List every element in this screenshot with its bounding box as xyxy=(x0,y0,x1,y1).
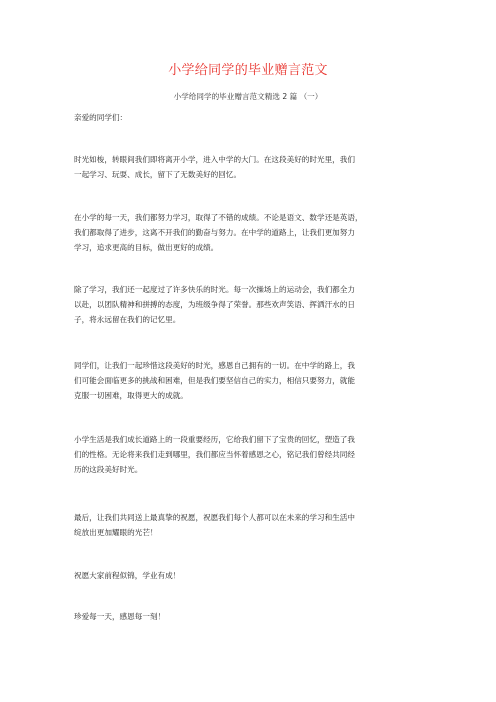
document-title: 小学给同学的毕业赠言范文 xyxy=(168,63,328,78)
paragraph-6 xyxy=(74,510,436,540)
paragraph-line: 学习，追求更高的目标，做出更好的成绩。 xyxy=(74,243,219,253)
paragraph-line: 克服一切困难，取得更大的成就。 xyxy=(74,391,188,401)
paragraph-2 xyxy=(74,210,436,256)
paragraph-line: 以赴，以团队精神和拼搏的态度，为班级争得了荣誉。那些欢声笑语、挥洒汗水的日 xyxy=(74,300,355,310)
paragraph-line: 同学们，让我们一起珍惜这段美好的时光，感恩自己拥有的一切。在中学的路上，我 xyxy=(74,361,355,370)
paragraph-7 xyxy=(74,568,436,583)
paragraph-1 xyxy=(74,152,436,182)
paragraph-line: 在小学的每一天，我们都努力学习，取得了不错的成绩。不论是语文、数学还是英语， xyxy=(74,213,363,222)
paragraph-4 xyxy=(74,358,436,404)
paragraph-line: 历的这段美好时光。 xyxy=(74,465,143,475)
paragraph-line: 最后，让我们共同送上最真挚的祝愿，祝愿我们每个人都可以在未来的学习和生活中 xyxy=(74,513,355,522)
paragraph-line: 小学生活是我们成长道路上的一段重要经历，它给我们留下了宝贵的回忆，塑造了我 xyxy=(74,435,355,444)
paragraph-line: 祝愿大家前程似锦，学业有成！ xyxy=(74,571,181,580)
greeting xyxy=(74,110,436,125)
paragraph-5 xyxy=(74,432,436,478)
paragraph-8 xyxy=(74,609,436,624)
paragraph-line: 们的性格。无论将来我们走到哪里，我们都应当怀着感恩之心，铭记我们曾经共同经 xyxy=(74,450,355,460)
paragraph-line: 们可能会面临更多的挑战和困难，但是我们要坚信自己的实力，相信只要努力，就能 xyxy=(74,376,355,386)
paragraph-line: 绽放出更加耀眼的光芒！ xyxy=(74,528,158,538)
paragraph-line: 珍爱每一天，感恩每一刻！ xyxy=(74,612,166,621)
greeting-line: 亲爱的同学们： xyxy=(74,113,128,122)
paragraph-line: 除了学习，我们还一起度过了许多快乐的时光。每一次操场上的运动会，我们都全力 xyxy=(74,285,355,294)
paragraph-line: 我们都取得了进步，这离不开我们的勤奋与努力。在中学的道路上，让我们更加努力 xyxy=(74,228,355,238)
paragraph-line: 子，将永远留在我们的记忆里。 xyxy=(74,315,181,325)
document-subtitle: 小学给同学的毕业赠言范文精选 2 篇 （一） xyxy=(173,92,323,101)
paragraph-line: 一起学习、玩耍、成长，留下了无数美好的回忆。 xyxy=(74,170,242,180)
paragraph-3 xyxy=(74,282,436,328)
paragraph-line: 时光如梭，转眼间我们即将离开小学，进入中学的大门。在这段美好的时光里，我们 xyxy=(74,155,355,164)
